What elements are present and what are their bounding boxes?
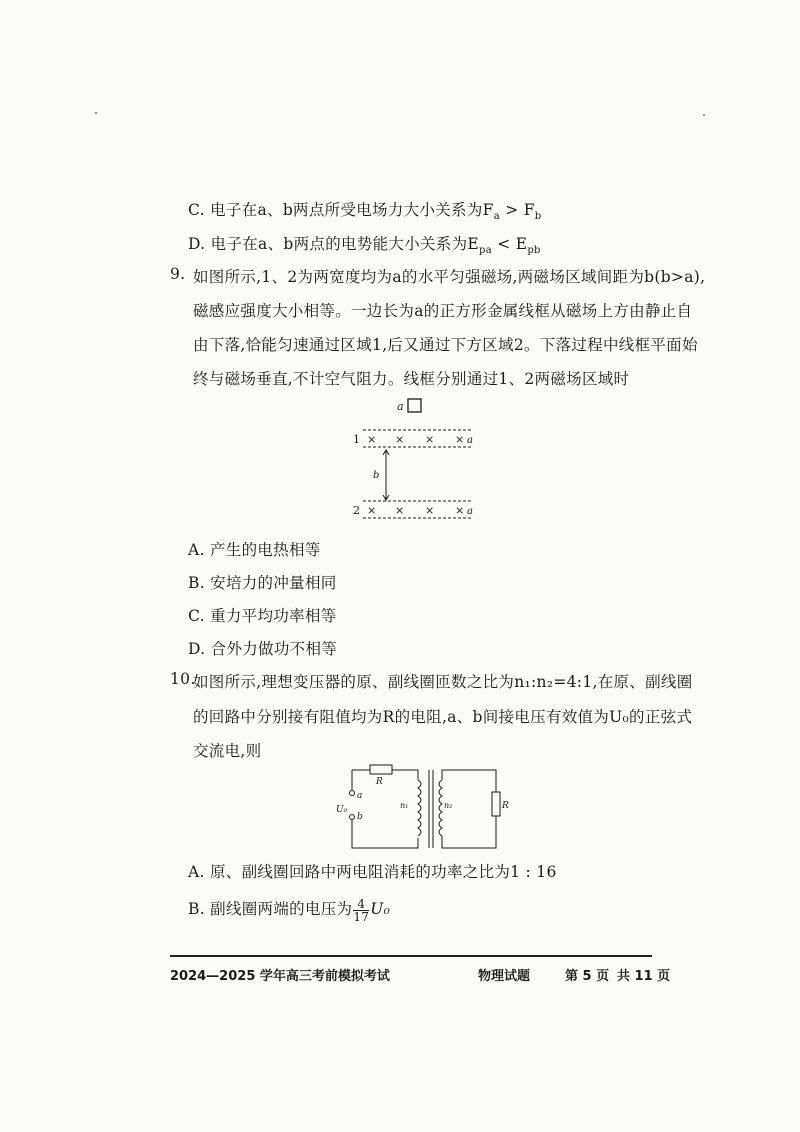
q9-option-d: D. 合外力做功不相等 (188, 640, 338, 658)
field-mark: × (455, 433, 465, 446)
terminal-a (350, 791, 355, 796)
footer-subject: 物理试题 (478, 969, 531, 984)
secondary-coil (439, 780, 442, 836)
q10-option-b: B. 副线圈两端的电压为 $\frac{4}{17}$ U₀ (188, 896, 391, 924)
q9-option-c: C. 重力平均功率相等 (188, 607, 337, 625)
secondary-resistor (492, 792, 500, 816)
source-voltage-label: U₀ (336, 805, 348, 815)
q10-stem-line: 的回路中分别接有阻值均为R的电阻,a、b间接电压有效值为U₀的正弦式 (193, 708, 693, 726)
q8-option-c: C. 电子在a、b两点所受电场力大小关系为$F_a > F_b$ (188, 201, 542, 223)
primary-resistor-label: R (376, 777, 383, 787)
footer-page: 第 5 页 (565, 969, 610, 984)
q9-number: 9. (170, 265, 186, 283)
terminal-b-label: b (357, 812, 363, 822)
q8-option-d: D. 电子在a、b两点的电势能大小关系为$E_{pa} < E_{pb}$ (188, 235, 541, 257)
footer-exam-title: 2024—2025 学年高三考前模拟考试 (170, 969, 390, 984)
q9-stem-line: 由下落,恰能匀速通过区域1,后又通过下方区域2。下落过程中线框平面始 (193, 336, 698, 354)
q9-option-a: A. 产生的电热相等 (188, 541, 321, 559)
magnetic-field-diagram (345, 395, 495, 520)
square-side-label: a (397, 400, 404, 413)
secondary-turns-label: n₂ (444, 801, 453, 810)
region2-width-label: a (467, 506, 473, 517)
region2-label: 2 (353, 504, 360, 517)
square-frame (408, 399, 421, 412)
field-mark: × (455, 504, 465, 517)
terminal-b (350, 815, 355, 820)
secondary-resistor-label: R (502, 801, 509, 811)
field-mark: × (395, 433, 405, 446)
q10-stem-line: 交流电,则 (193, 742, 262, 760)
field-mark: × (367, 504, 377, 517)
field-mark: × (425, 433, 435, 446)
field-mark: × (395, 504, 405, 517)
primary-coil (418, 780, 421, 836)
q10-number: 10. (170, 670, 196, 688)
scan-speck (95, 112, 97, 114)
q9-stem-line: 如图所示,1、2为两宽度均为a的水平匀强磁场,两磁场区域间距为b(b>a), (193, 268, 706, 286)
q10-stem-line: 如图所示,理想变压器的原、副线圈匝数之比为n₁:n₂=4:1,在原、副线圈 (193, 673, 693, 691)
gap-label: b (373, 470, 380, 481)
footer-total-pages: 共 11 页 (617, 969, 671, 984)
transformer-circuit-diagram (330, 760, 510, 855)
field-mark: × (425, 504, 435, 517)
terminal-a-label: a (357, 791, 363, 801)
fraction: $\frac{4}{17}$ (353, 896, 370, 924)
primary-turns-label: n₁ (400, 801, 409, 810)
q9-stem-line: 终与磁场垂直,不计空气阻力。线框分别通过1、2两磁场区域时 (193, 370, 630, 388)
region1-label: 1 (353, 433, 360, 446)
region1-width-label: a (467, 435, 473, 446)
q9-option-b: B. 安培力的冲量相同 (188, 574, 337, 592)
q10-option-a: A. 原、副线圈回路中两电阻消耗的功率之比为1 : 16 (188, 863, 557, 881)
scan-speck (703, 114, 705, 116)
footer-rule (170, 955, 652, 957)
q9-stem-line: 磁感应强度大小相等。一边长为a的正方形金属线框从磁场上方由静止自 (193, 302, 693, 320)
primary-resistor (370, 765, 392, 774)
field-mark: × (367, 433, 377, 446)
